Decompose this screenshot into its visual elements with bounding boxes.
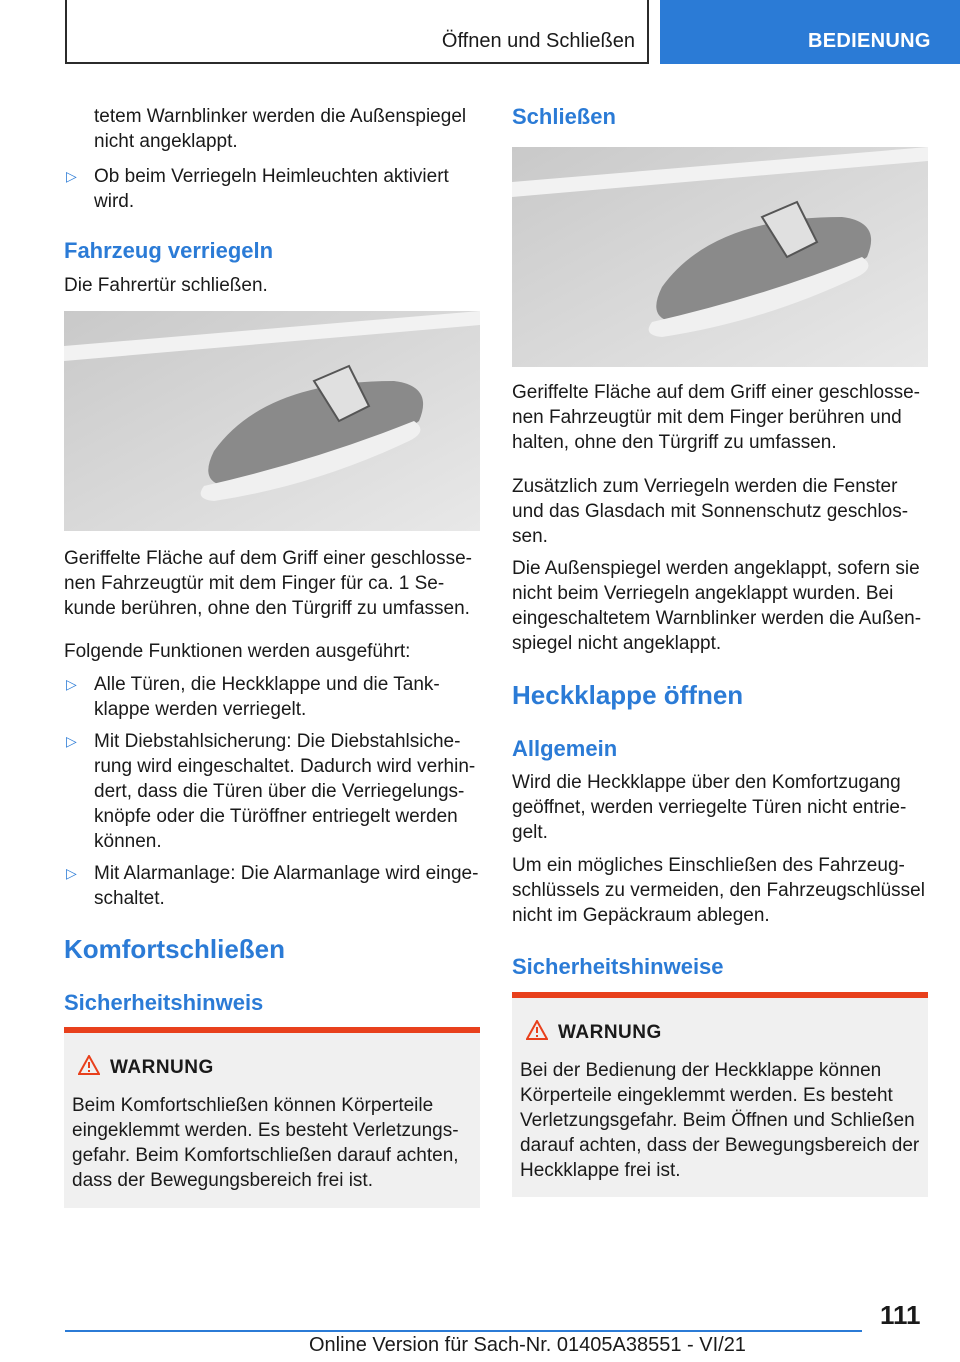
bullet-triangle-icon: ▷	[66, 865, 77, 881]
continuation-line: nicht angeklappt.	[94, 131, 238, 152]
list-item-text: Ob beim Verriegeln Heimleuchten aktiviert	[94, 166, 449, 187]
footer-divider	[65, 1330, 862, 1332]
paragraph: nicht beim Verriegeln angeklappt wurden. Bei	[512, 583, 894, 604]
paragraph: sen.	[512, 526, 548, 547]
warning-line: gefahr. Beim Komfortschließen darauf achten,	[72, 1145, 459, 1166]
warning-box	[512, 992, 928, 1197]
paragraph: und das Glasdach mit Sonnenschutz geschlos-	[512, 501, 909, 522]
heading-allgemein: Allgemein	[512, 736, 618, 761]
paragraph: Folgende Funktionen werden ausgeführt:	[64, 641, 411, 662]
warning-line: Verletzungsgefahr. Beim Öffnen und Schließen	[520, 1110, 915, 1131]
heading-heckklappe-oeffnen: Heckklappe öffnen	[512, 680, 744, 710]
door-handle-image-lock	[64, 311, 480, 531]
warning-box	[64, 1027, 480, 1208]
paragraph: schlüssels zu vermeiden, den Fahrzeugschlüssel	[512, 880, 925, 901]
paragraph: Die Außenspiegel werden angeklappt, sofern sie	[512, 558, 920, 579]
paragraph: spiegel nicht angeklappt.	[512, 633, 722, 654]
warning-line: dass der Bewegungsbereich frei ist.	[72, 1170, 373, 1191]
heading-komfortschliessen: Komfortschließen	[64, 934, 286, 964]
paragraph: nicht im Gepäckraum ablegen.	[512, 905, 770, 926]
warning-line: Bei der Bedienung der Heckklappe können	[520, 1060, 882, 1081]
list-item-text: wird.	[94, 191, 135, 212]
paragraph: Zusätzlich zum Verriegeln werden die Fenster	[512, 476, 898, 497]
list-item	[66, 729, 461, 754]
list-item-text: Mit Alarmanlage: Die Alarmanlage wird einge-	[94, 863, 479, 884]
list-item-text: können.	[94, 831, 162, 852]
paragraph: Die Fahrertür schließen.	[64, 275, 268, 296]
warning-body	[72, 1093, 459, 1193]
image-caption: Geriffelte Fläche auf dem Griff einer geschlosse-	[64, 548, 472, 569]
bullet-triangle-icon: ▷	[66, 733, 77, 749]
list-item-text: knöpfe oder die Türöffner entriegelt werden	[94, 806, 458, 827]
warning-triangle-icon	[78, 1055, 100, 1080]
heading-sicherheitshinweis: Sicherheitshinweis	[64, 990, 264, 1015]
page-number: 111	[880, 1300, 921, 1330]
image-caption: halten, ohne den Türgriff zu umfassen.	[512, 432, 837, 453]
warning-line: darauf achten, dass der Bewegungsbereich der	[520, 1135, 920, 1156]
footer-online-version: Online Version für Sach-Nr. 01405A38551 - VI/21	[309, 1334, 746, 1356]
list-item	[66, 861, 479, 886]
header-frame	[65, 0, 649, 64]
bullet-triangle-icon: ▷	[66, 676, 77, 692]
image-caption: nen Fahrzeugtür mit dem Finger für ca. 1 Se-	[64, 573, 445, 594]
door-handle-image-close	[512, 147, 928, 367]
list-item-text: Mit Diebstahlsicherung: Die Diebstahlsiche-	[94, 731, 461, 752]
list-item-text: klappe werden verriegelt.	[94, 699, 307, 720]
image-caption: nen Fahrzeugtür mit dem Finger berühren und	[512, 407, 902, 428]
warning-line: Beim Komfortschließen können Körperteile	[72, 1095, 434, 1116]
paragraph: geöffnet, werden verriegelte Türen nicht entrie-	[512, 797, 907, 818]
continuation-line: tetem Warnblinker werden die Außenspiegel	[94, 106, 467, 127]
warning-title: WARNUNG	[110, 1057, 214, 1078]
image-caption: kunde berühren, ohne den Türgriff zu umfassen.	[64, 598, 470, 619]
list-item-text: dert, dass die Türen über die Verriegelungs-	[94, 781, 465, 802]
section-title: Öffnen und Schließen	[441, 30, 635, 52]
heading-sicherheitshinweise: Sicherheitshinweise	[512, 954, 724, 979]
heading-fahrzeug-verriegeln: Fahrzeug verriegeln	[64, 238, 274, 263]
list-item	[66, 672, 440, 697]
image-caption: Geriffelte Fläche auf dem Griff einer geschlosse-	[512, 382, 920, 403]
heading-schliessen: Schließen	[512, 104, 616, 129]
warning-triangle-icon	[526, 1020, 548, 1045]
bullet-triangle-icon: ▷	[66, 168, 77, 184]
chapter-tab-label: BEDIENUNG	[808, 30, 931, 52]
warning-body	[520, 1058, 919, 1183]
list-item-text: rung wird eingeschaltet. Dadurch wird verhin-	[94, 756, 476, 777]
paragraph: eingeschaltetem Warnblinker werden die Außen-	[512, 608, 922, 629]
list-item	[66, 164, 449, 189]
paragraph: Um ein mögliches Einschließen des Fahrzeug-	[512, 855, 905, 876]
warning-line: eingeklemmt werden. Es besteht Verletzungs-	[72, 1120, 459, 1141]
paragraph: gelt.	[512, 822, 548, 843]
warning-line: Körperteile eingeklemmt werden. Es besteht	[520, 1085, 893, 1106]
list-item-text: Alle Türen, die Heckklappe und die Tank-	[94, 674, 440, 695]
warning-title: WARNUNG	[558, 1022, 662, 1043]
list-item-text: schaltet.	[94, 888, 165, 909]
warning-line: Heckklappe frei ist.	[520, 1160, 681, 1181]
chapter-tab[interactable]	[660, 0, 960, 64]
paragraph: Wird die Heckklappe über den Komfortzugang	[512, 772, 901, 793]
